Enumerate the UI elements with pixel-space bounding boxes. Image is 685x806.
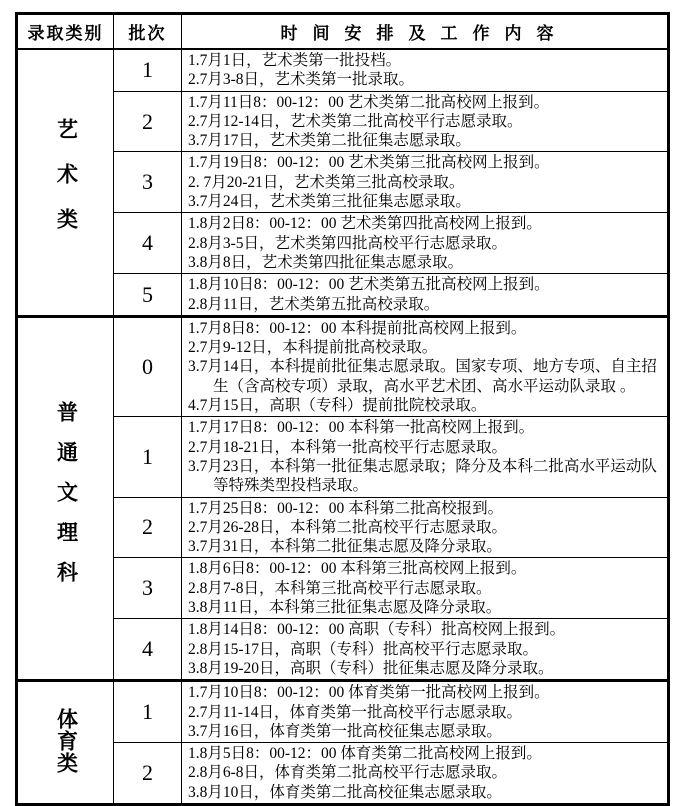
schedule-cell [182, 274, 669, 317]
schedule-line: 2.8月11日，艺术类第五批高校录取。 [188, 295, 440, 313]
schedule-line: 3.8月19-20日，高职（专科）批征集志愿及降分录取。 [188, 659, 554, 677]
schedule-line: 2.8月3-5日，艺术类第四批高校平行志愿录取。 [188, 234, 508, 252]
schedule-line: 2.7月3-8日，艺术类第一批录取。 [188, 71, 415, 89]
table-row [17, 49, 669, 91]
schedule-cell [182, 743, 669, 805]
category-cell-regular [17, 316, 114, 680]
table-row [17, 619, 669, 681]
header-category: 录取类别 [17, 14, 114, 50]
schedule-line: 1.7月17日8：00-12：00 本科第一批高校网上报到。 [188, 419, 535, 437]
table-row [17, 213, 669, 274]
table-row [17, 91, 669, 152]
schedule-line: 1.7月1日，艺术类第一批投档。 [188, 52, 402, 69]
schedule-line: 3.8月11日，本科第三批征集志愿及降分录取。 [188, 599, 502, 617]
table-row [17, 316, 669, 416]
category-label-regular: 普通文理科 [54, 401, 78, 602]
table-row [17, 152, 669, 213]
schedule-line: 2.7月9-12日，本科提前批高校录取。 [188, 339, 438, 357]
schedule-line: 2.8月6-8日，体育类第二批高校平行志愿录取。 [188, 764, 508, 782]
schedule-line: 1.8月6日8：00-12：00 本科第三批高校网上报到。 [188, 560, 527, 578]
schedule-line: 2.7月12-14日，艺术类第二批高校平行志愿录取。 [188, 112, 523, 130]
table-row [17, 497, 669, 558]
table-row [17, 743, 669, 805]
table-row [17, 417, 669, 497]
batch-number: 3 [114, 152, 182, 213]
header-schedule: 时间安排及工作内容 [182, 14, 669, 50]
schedule-line: 3.8月8日，艺术类第四批征集志愿录取。 [188, 253, 464, 271]
schedule-cell [182, 49, 669, 91]
schedule-line: 1.7月11日8：00-12：00 艺术类第二批高校网上报到。 [188, 93, 550, 111]
schedule-line: 3.7月24日，艺术类第三批征集志愿录取。 [188, 193, 471, 211]
header-row [17, 14, 669, 50]
table-row [17, 558, 669, 619]
schedule-cell [182, 316, 669, 416]
schedule-cell [182, 417, 669, 497]
batch-number: 3 [114, 558, 182, 619]
schedule-line: 3.7月23日，本科第一批征集志愿录取；降分及本科二批高水平运动队等特殊类型投档录取。 [188, 457, 657, 495]
schedule-line: 3.8月10日，体育类第二批高校征集志愿录取。 [188, 783, 502, 801]
table-row [17, 681, 669, 743]
batch-number: 2 [114, 91, 182, 152]
category-label-sports: 体育类 [54, 707, 78, 774]
batch-number: 4 [114, 213, 182, 274]
batch-number: 1 [114, 417, 182, 497]
batch-number: 5 [114, 274, 182, 317]
schedule-line: 4.7月15日，高职（专科）提前批院校录取。 [188, 397, 487, 415]
batch-number: 4 [114, 619, 182, 681]
table-row [17, 274, 669, 317]
schedule-line: 2.7月26-28日，本科第二批高校平行志愿录取。 [188, 518, 508, 536]
schedule-line: 1.8月2日8：00-12：00 艺术类第四批高校网上报到。 [188, 215, 542, 233]
schedule-line: 1.8月10日8：00-12：00 艺术类第五批高校网上报到。 [188, 276, 550, 294]
schedule-line: 3.7月17日，艺术类第二批征集志愿录取。 [188, 132, 471, 150]
schedule-line: 1.7月8日8：00-12：00 本科提前批高校网上报到。 [188, 319, 527, 337]
schedule-cell [182, 558, 669, 619]
category-cell-sports [17, 681, 114, 805]
schedule-line: 1.8月5日8：00-12：00 体育类第二批高校网上报到。 [188, 745, 542, 763]
schedule-line: 2.7月11-14日，体育类第一批高校平行志愿录取。 [188, 703, 522, 721]
schedule-line: 1.7月10日8：00-12：00 体育类第一批高校网上报到。 [188, 684, 550, 702]
schedule-cell [182, 497, 669, 558]
page [0, 12, 685, 801]
schedule-line: 1.7月25日8：00-12：00 本科第二批高校报到。 [188, 499, 504, 517]
schedule-line: 1.8月14日8：00-12：00 高职（专科）批高校网上报到。 [188, 621, 566, 639]
category-cell-art [17, 49, 114, 316]
admission-schedule-table [15, 12, 670, 806]
batch-number: 0 [114, 316, 182, 416]
schedule-line: 2.8月15-17日，高职（专科）批高校平行志愿录取。 [188, 640, 539, 658]
batch-number: 2 [114, 497, 182, 558]
schedule-line: 2.7月18-21日，本科第一批高校平行志愿录取。 [188, 438, 508, 456]
schedule-line: 3.7月14日，本科提前批征集志愿录取。国家专项、地方专项、自主招生（含高校专项）录取，高水平艺术团、高水平运动队录取 。 [188, 358, 657, 395]
schedule-cell [182, 619, 669, 681]
schedule-cell [182, 681, 669, 743]
schedule-cell [182, 91, 669, 152]
category-label-art: 艺术类 [54, 118, 78, 254]
schedule-line: 3.7月31日，本科第二批征集志愿及降分录取。 [188, 538, 502, 556]
schedule-line: 3.7月16日，体育类第一批高校征集志愿录取。 [188, 722, 502, 740]
schedule-cell [182, 152, 669, 213]
schedule-cell [182, 213, 669, 274]
schedule-line: 2.8月7-8日，本科第三批高校平行志愿录取。 [188, 579, 492, 597]
schedule-line: 2. 7月20-21日，艺术类第三批高校录取。 [188, 173, 465, 191]
header-batch: 批次 [114, 14, 182, 50]
batch-number: 2 [114, 743, 182, 805]
schedule-line: 1.7月19日8：00-12：00 艺术类第三批高校网上报到。 [188, 154, 550, 172]
batch-number: 1 [114, 681, 182, 743]
batch-number: 1 [114, 49, 182, 91]
